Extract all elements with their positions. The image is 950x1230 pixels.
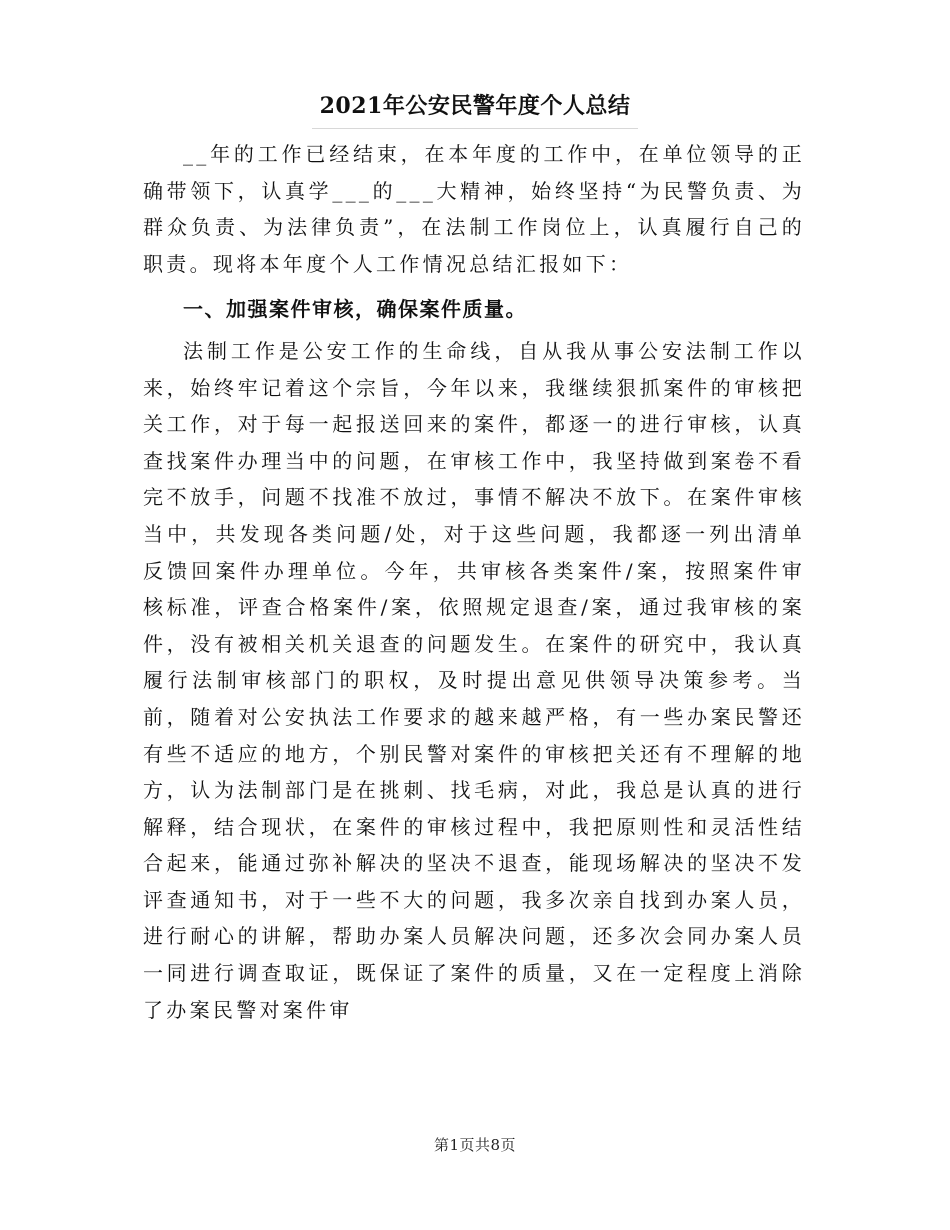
intro-paragraph: __年的工作已经结束，在本年度的工作中，在单位领导的正确带领下，认真学___的___大精神，始终坚持“为民警负责、为群众负责、为法律负责”，在法制工作岗位上，认真履行自己的职责。现将本年度个人工作情况总结汇报如下： (143, 142, 805, 276)
document-body (143, 136, 805, 1028)
section-heading: 一、加强案件审核，确保案件质量。 (183, 297, 527, 322)
body-paragraph: 法制工作是公安工作的生命线，自从我从事公安法制工作以来，始终牢记着这个宗旨，今年以来，我继续狠抓案件的审核把关工作，对于每一起报送回来的案件，都逐一的进行审核，认真查找案件办理当中的问题，在审核工作中，我坚持做到案卷不看完不放手，问题不找准不放过，事情不解决不放下。在案件审核当中，共发现各类问题/处，对于这些问题，我都逐一列出清单反馈回案件办理单位。今年，共审核各类案件/案，按照案件审核标准，评查合格案件/案，依照规定退查/案，通过我审核的案件，没有被相关机关退查的问题发生。在案件的研究中，我认真履行法制审核部门的职权，及时提出意见供领导决策参考。当前，随着对公安执法工作要求的越来越严格，有一些办案民警还有些不适应的地方，个别民警对案件的审核把关还有不理解的地方，认为法制部门是在挑刺、找毛病，对此，我总是认真的进行解释，结合现状，在案件的审核过程中，我把原则性和灵活性结合起来，能通过弥补解决的坚决不退查，能现场解决的坚决不发评查通知书，对于一些不大的问题，我多次亲自找到办案人员，进行耐心的讲解，帮助办案人员解决问题，还多次会同办案人员一同进行调查取证，既保证了案件的质量，又在一定程度上消除了办案民警对案件审 (143, 338, 805, 1022)
page-footer: 第1页共8页 (433, 1136, 517, 1154)
title-container (0, 88, 950, 129)
document-title: 2021年公安民警年度个人总结 (312, 88, 639, 129)
